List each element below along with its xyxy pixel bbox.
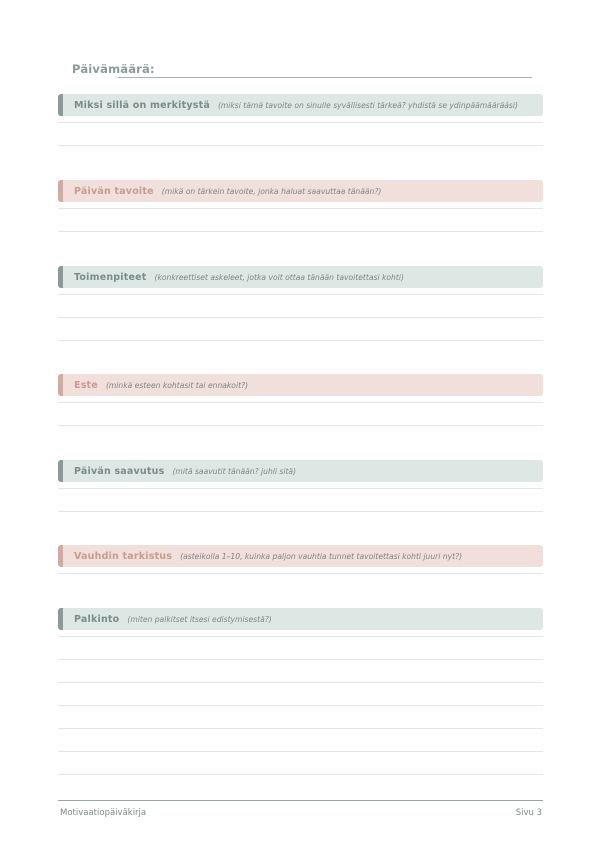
writing-line[interactable] [58,705,543,706]
writing-line[interactable] [58,659,543,660]
writing-line[interactable] [58,511,543,512]
section-hint: (asteikolla 1–10, kuinka paljon vauhtia tunnet tavoitettasi kohti juuri nyt?) [180,551,463,561]
writing-line[interactable] [58,751,543,752]
section-daily-goal [58,180,543,202]
section-hint: (minkä esteen kohtasit tai ennakoit?) [105,380,249,390]
writing-line[interactable] [58,402,543,403]
writing-line[interactable] [58,317,543,318]
section-hint: (konkreettiset askeleet, jotka voit ottaa tänään tavoitettasi kohti) [154,272,404,282]
writing-line[interactable] [58,145,543,146]
writing-line[interactable] [58,340,543,341]
section-why-it-matters [58,94,543,116]
section-title: Miksi sillä on merkitystä [74,99,210,111]
section-hint: (miten palkitset itsesi edistymisestä?) [127,614,272,624]
writing-line[interactable] [58,682,543,683]
date-input-line[interactable] [118,77,532,78]
writing-line[interactable] [58,573,543,574]
footer-title: Motivaatiopäiväkirja [60,808,147,818]
section-title: Päivän tavoite [74,185,154,197]
section-hint: (miksi tämä tavoite on sinulle syvällisesti tärkeä? yhdistä se ydinpäämääräási) [217,100,518,110]
section-achievement [58,460,543,482]
writing-line[interactable] [58,231,543,232]
page-number: Sivu 3 [515,808,542,818]
writing-line[interactable] [58,294,543,295]
writing-line[interactable] [58,774,543,775]
writing-line[interactable] [58,208,543,209]
section-momentum-check [58,545,543,567]
section-title: Toimenpiteet [74,271,147,283]
section-reward [58,608,543,630]
section-hint: (mitä saavutit tänään? juhli sitä) [172,466,297,476]
footer-divider [58,800,543,801]
writing-line[interactable] [58,728,543,729]
section-title: Palkinto [74,613,120,625]
writing-line[interactable] [58,122,543,123]
section-title: Päivän saavutus [74,465,165,477]
writing-line[interactable] [58,636,543,637]
section-obstacle [58,374,543,396]
date-row [72,62,532,80]
section-title: Vauhdin tarkistus [74,550,173,562]
section-hint: (mikä on tärkein tavoite, jonka haluat saavuttaa tänään?) [161,186,382,196]
writing-line[interactable] [58,425,543,426]
writing-line[interactable] [58,488,543,489]
date-label: Päivämäärä: [72,62,155,76]
section-title: Este [74,379,98,391]
section-actions [58,266,543,288]
